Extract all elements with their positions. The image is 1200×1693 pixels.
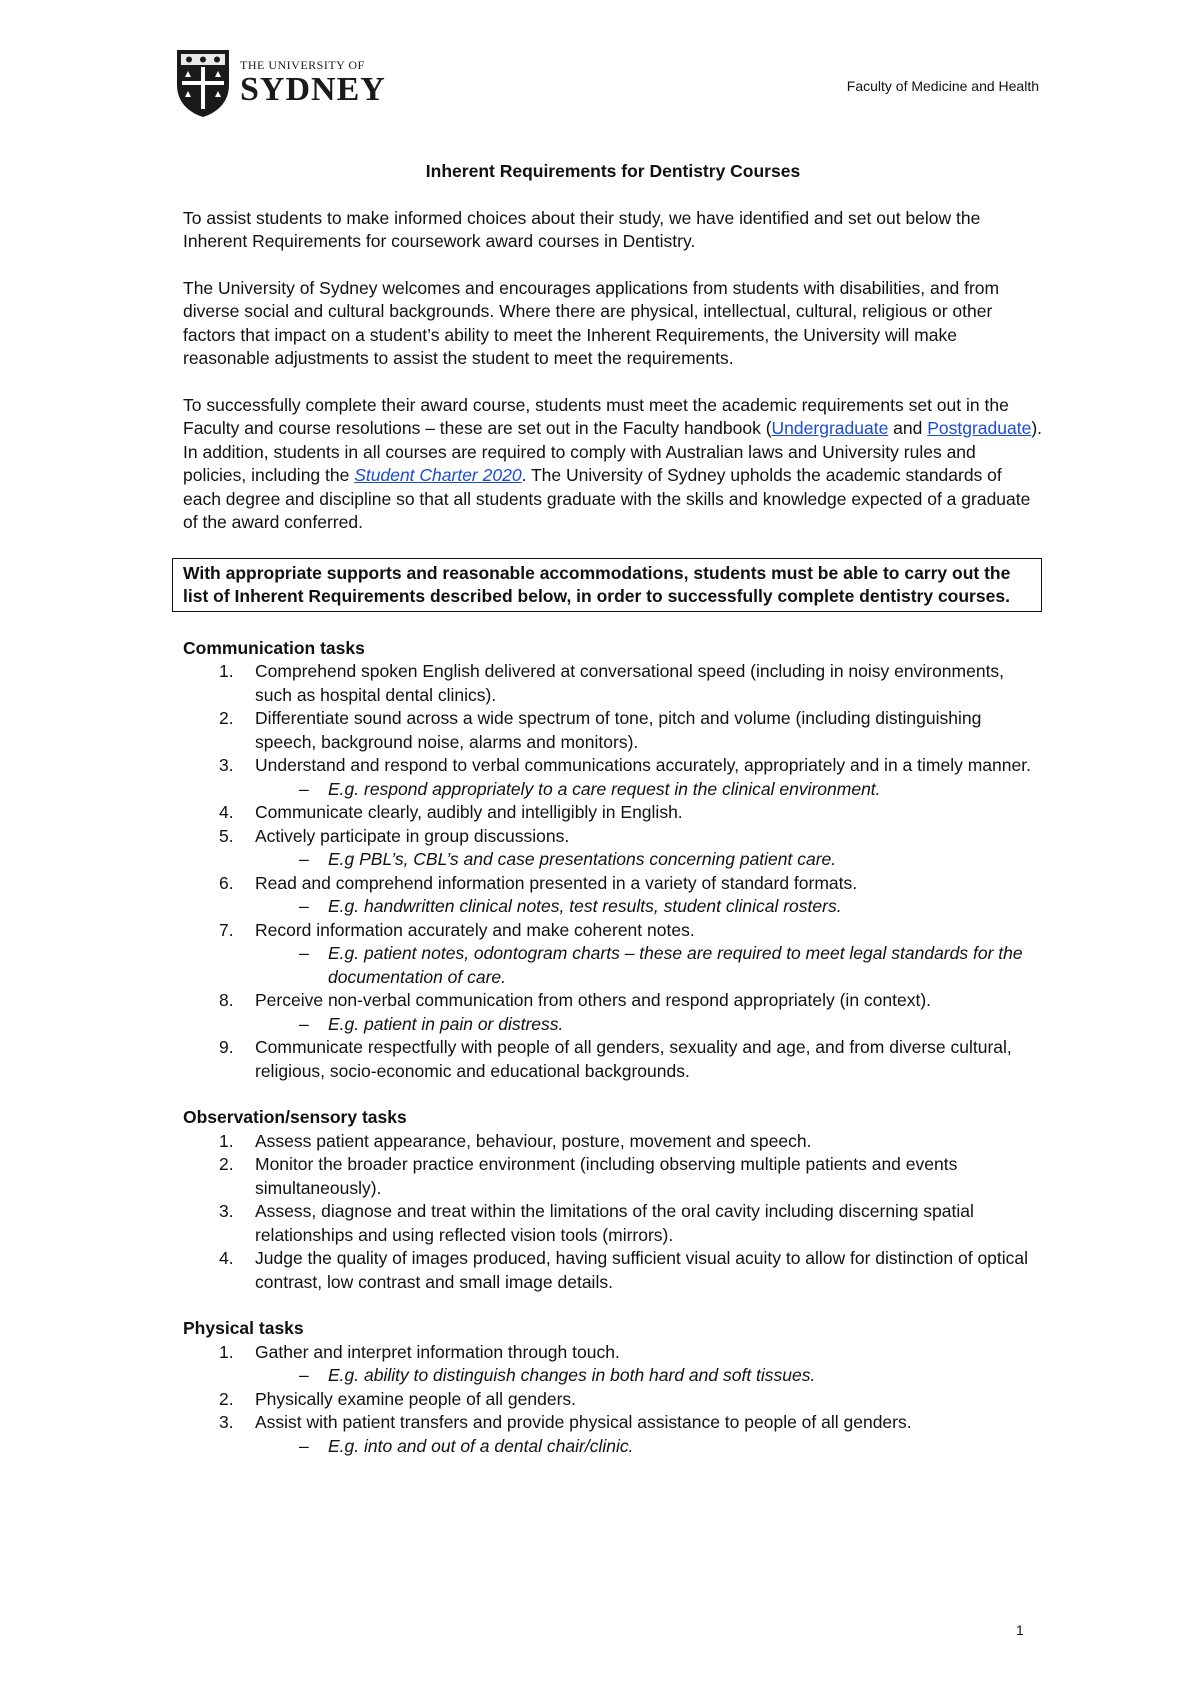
list-item bbox=[183, 754, 1043, 778]
list-item-text: Comprehend spoken English delivered at conversational speed (including in noisy environments, such as hospital dental clinics). bbox=[255, 661, 1005, 705]
list-item-text: Assess, diagnose and treat within the limitations of the oral cavity including discerning spatial relationships and using reflected vision tools (mirrors). bbox=[255, 1201, 974, 1245]
requirements-list bbox=[183, 1341, 1043, 1459]
list-item-text: Perceive non-verbal communication from others and respond appropriately (in context). bbox=[255, 990, 932, 1010]
section-heading: Physical tasks bbox=[183, 1318, 304, 1338]
example-text: E.g. patient in pain or distress. bbox=[328, 1013, 564, 1034]
university-crest-icon bbox=[174, 47, 232, 119]
list-item-number: 2. bbox=[219, 1154, 234, 1174]
example-text: E.g. ability to distinguish changes in both hard and soft tissues. bbox=[328, 1365, 816, 1385]
list-item-text: Gather and interpret information through touch. bbox=[255, 1341, 620, 1362]
list-item bbox=[183, 1130, 1043, 1154]
academic-text-4: . The University of Sydney upholds the academic standards of each degree and discipline so that all students graduate with the skills and knowledge expected of a graduate of the award conferred. bbox=[183, 465, 1031, 532]
list-item bbox=[183, 801, 1043, 825]
list-item-number: 7. bbox=[219, 919, 234, 940]
dash-bullet: – bbox=[299, 896, 309, 916]
example-text: E.g. into and out of a dental chair/clinic. bbox=[328, 1435, 634, 1456]
page-title: Inherent Requirements for Dentistry Courses bbox=[425, 161, 801, 181]
list-item bbox=[183, 1388, 1043, 1412]
list-item-text: Physically examine people of all genders. bbox=[255, 1388, 577, 1409]
list-item-text: Actively participate in group discussions. bbox=[255, 825, 570, 846]
list-item bbox=[183, 1200, 1043, 1247]
example-text: E.g. respond appropriately to a care request in the clinical environment. bbox=[328, 778, 881, 799]
list-item-text: Record information accurately and make coherent notes. bbox=[255, 919, 695, 940]
list-item-number: 2. bbox=[219, 708, 234, 728]
list-item-number: 5. bbox=[219, 825, 234, 846]
example-text: E.g. patient notes, odontogram charts – these are required to meet legal standards for the documentation of care. bbox=[328, 943, 1023, 987]
faculty-name: Faculty of Medicine and Health bbox=[846, 78, 1039, 94]
list-item-text: Assess patient appearance, behaviour, posture, movement and speech. bbox=[255, 1130, 812, 1151]
intro-paragraph: To assist students to make informed choices about their study, we have identified and set out below the Inherent Requirements for coursework award courses in Dentistry. bbox=[183, 207, 981, 251]
list-item-text: Read and comprehend information presented in a variety of standard formats. bbox=[255, 872, 858, 893]
example-item bbox=[183, 942, 1043, 989]
list-item-number: 1. bbox=[219, 661, 234, 681]
logo-small-text: THE UNIVERSITY OF bbox=[240, 58, 365, 72]
list-item-text: Communicate respectfully with people of all genders, sexuality and age, and from diverse cultural, religious, socio-economic and educational backgrounds. bbox=[255, 1037, 1012, 1081]
list-item bbox=[183, 1341, 1043, 1365]
list-item bbox=[183, 1411, 1043, 1435]
list-item-number: 4. bbox=[219, 1248, 234, 1268]
list-item bbox=[183, 825, 1043, 849]
dash-bullet: – bbox=[299, 1435, 309, 1456]
requirements-sections bbox=[183, 637, 1043, 1459]
list-item-number: 6. bbox=[219, 872, 234, 893]
list-item bbox=[183, 660, 1043, 707]
example-text: E.g. handwritten clinical notes, test results, student clinical rosters. bbox=[328, 896, 842, 916]
list-item-number: 9. bbox=[219, 1037, 234, 1057]
list-item-number: 3. bbox=[219, 1201, 234, 1221]
dash-bullet: – bbox=[299, 849, 309, 869]
dash-bullet: – bbox=[299, 1365, 309, 1385]
undergraduate-link[interactable]: Undergraduate bbox=[771, 418, 889, 438]
example-item bbox=[183, 895, 1043, 919]
list-item-number: 8. bbox=[219, 990, 234, 1010]
list-item bbox=[183, 919, 1043, 943]
example-item bbox=[183, 1435, 1043, 1459]
example-item bbox=[183, 778, 1043, 802]
list-item-number: 1. bbox=[219, 1341, 234, 1362]
dash-bullet: – bbox=[299, 778, 309, 799]
academic-text-2: and bbox=[888, 418, 928, 438]
list-item-text: Monitor the broader practice environment (including observing multiple patients and events simultaneously). bbox=[255, 1154, 958, 1198]
academic-text-3: ). In addition, students in all courses are required to comply with Australian laws and University rules and policies, including the bbox=[183, 418, 1043, 485]
dash-bullet: – bbox=[299, 943, 309, 963]
list-item bbox=[183, 1153, 1043, 1200]
example-item bbox=[183, 1364, 1043, 1388]
student-charter-link[interactable]: Student Charter 2020 bbox=[354, 465, 522, 485]
list-item-number: 4. bbox=[219, 802, 234, 822]
welcome-paragraph: The University of Sydney welcomes and encourages applications from students with disabilities, and from diverse social and cultural backgrounds. Where there are physical, intellectual, cultural, religious or other factors that impact on a student’s ability to meet the Inherent Requirements, the University will make reasonable adjustments to assist the student to meet the requirements. bbox=[183, 277, 1000, 368]
requirements-list bbox=[183, 660, 1043, 1083]
academic-text-1: To successfully complete their award course, students must meet the academic requirements set out in the Faculty and course resolutions – these are set out in the Faculty handbook ( bbox=[183, 394, 1009, 438]
list-item-number: 3. bbox=[219, 755, 234, 775]
list-item bbox=[183, 872, 1043, 896]
page-number: 1 bbox=[1016, 1622, 1024, 1638]
requirements-list bbox=[183, 1130, 1043, 1295]
boxed-statement: With appropriate supports and reasonable accommodations, students must be able to carry out the list of Inherent Requirements described below, in order to successfully complete dentistry courses. bbox=[172, 558, 1042, 612]
list-item-number: 1. bbox=[219, 1130, 234, 1151]
logo-wordmark: SYDNEY bbox=[240, 71, 386, 108]
list-item-text: Understand and respond to verbal communications accurately, appropriately and in a timely manner. bbox=[255, 755, 1031, 775]
example-item bbox=[183, 848, 1043, 872]
list-item bbox=[183, 989, 1043, 1013]
document-body bbox=[183, 160, 1043, 1481]
list-item bbox=[183, 1036, 1043, 1083]
list-item-text: Differentiate sound across a wide spectrum of tone, pitch and volume (including distinguishing speech, background noise, alarms and monitors). bbox=[255, 708, 982, 752]
example-item bbox=[183, 1013, 1043, 1037]
list-item-number: 3. bbox=[219, 1412, 234, 1432]
section-heading: Communication tasks bbox=[183, 637, 365, 658]
list-item-text: Judge the quality of images produced, having sufficient visual acuity to allow for distinction of optical contrast, low contrast and small image details. bbox=[255, 1248, 1029, 1292]
list-item-number: 2. bbox=[219, 1388, 234, 1409]
section-heading: Observation/sensory tasks bbox=[183, 1107, 407, 1127]
academic-paragraph bbox=[183, 394, 1043, 535]
example-text: E.g PBL’s, CBL’s and case presentations concerning patient care. bbox=[328, 849, 837, 869]
list-item-text: Communicate clearly, audibly and intelligibly in English. bbox=[255, 802, 683, 822]
dash-bullet: – bbox=[299, 1013, 309, 1034]
list-item bbox=[183, 707, 1043, 754]
list-item bbox=[183, 1247, 1043, 1294]
postgraduate-link[interactable]: Postgraduate bbox=[927, 418, 1032, 438]
list-item-text: Assist with patient transfers and provide physical assistance to people of all genders. bbox=[255, 1412, 912, 1432]
university-logo bbox=[174, 47, 386, 119]
